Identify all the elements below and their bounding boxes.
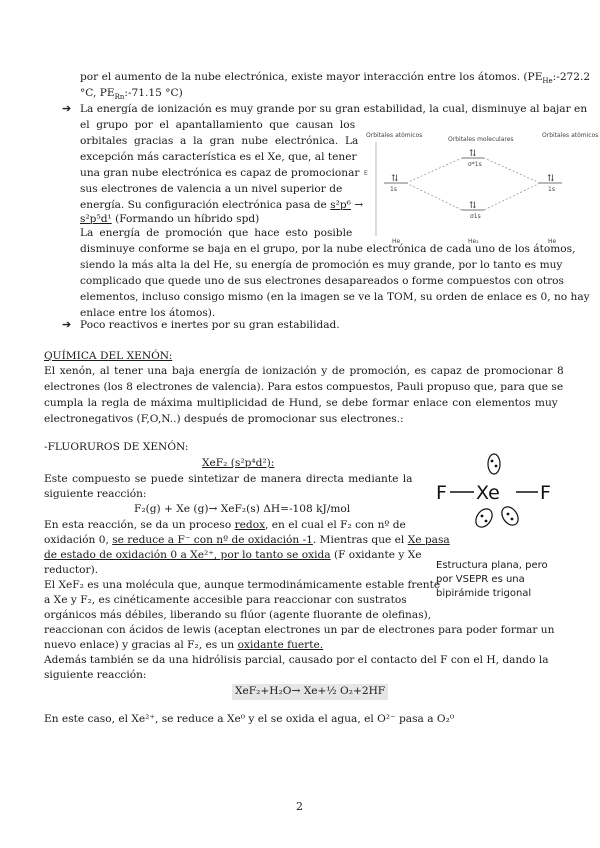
fluoruros-line: oxidación 0, se reduce a F⁻ con nº de oxidación -1. Mientras que el Xe pasa bbox=[44, 534, 450, 546]
structure-caption: por VSEPR es una bbox=[436, 574, 525, 585]
bullet1-line: elementos, incluso consigo mismo (en la imagen se ve la TOM, su orden de enlace es 0, no hay bbox=[80, 291, 590, 303]
intro-line-2: °C, $PE_{Rn}:-71.15$ °C) bbox=[80, 87, 183, 102]
bullet1-line: orbitales gracias a la gran nube electrónica. La bbox=[80, 135, 359, 147]
lone-pair-dot bbox=[491, 460, 494, 463]
bullet1-line: el grupo por el apantallamiento que causan los bbox=[80, 119, 356, 131]
correlation-line bbox=[484, 158, 540, 183]
fluoruros-line: Este compuesto se puede sintetizar de manera directa mediante la bbox=[44, 473, 413, 485]
structure-caption: bipirámide trigonal bbox=[436, 588, 532, 599]
mo-right-title: Orbitales atómicos bbox=[542, 132, 599, 139]
mo-left-title: Orbitales atómicos bbox=[366, 132, 423, 139]
correlation-line bbox=[406, 183, 462, 210]
fluoruros-line: En esta reacción, se da un proceso redox, en el cual el F₂ con nº de bbox=[44, 519, 406, 531]
lone-pair-lobe bbox=[473, 506, 496, 530]
fluoruros-line: Además también se da una hidrólisis parcial, causado por el contacto del F con el H, dando la bbox=[44, 654, 549, 666]
mo-energy-label: E bbox=[364, 170, 368, 177]
fluoruros-line: reaccionan con ácidos de lewis (aceptan electrones un par de electrones para poder formar un bbox=[44, 624, 555, 636]
mo-right-level: 1s bbox=[548, 186, 555, 193]
section-paragraph-line: electronegativos (F,O,N..) después de promocionar sus electrones.: bbox=[44, 413, 404, 425]
fluoruros-heading: -FLUORUROS DE XENÓN: bbox=[44, 441, 189, 453]
left-fluorine: F bbox=[436, 482, 447, 504]
fluoruros-line: El XeF₂ es una molécula que, aunque termodinámicamente estable frente bbox=[44, 579, 441, 591]
bullet1-line: una gran nube electrónica es capaz de promocionar bbox=[80, 167, 360, 179]
right-fluorine: F bbox=[540, 482, 551, 504]
xef2-formula: XeF₂ (s²p⁴d²): bbox=[202, 457, 275, 469]
bullet-arrow-icon: ➔ bbox=[62, 102, 72, 115]
lone-pair-dot bbox=[507, 513, 510, 516]
mo-bonding-label: σ1s bbox=[470, 213, 481, 220]
fluoruros-final-line: En este caso, el Xe²⁺, se reduce a Xe⁰ y el se oxida el agua, el O²⁻ pasa a O₂⁰ bbox=[44, 713, 455, 725]
fluoruros-line: reductor). bbox=[44, 564, 99, 576]
correlation-line bbox=[406, 158, 462, 183]
mo-center-title: Orbitales moleculares bbox=[448, 136, 514, 143]
bullet1-line: disminuye conforme se baja en el grupo, por la nube electrónica de cada uno de los átomos, bbox=[80, 243, 576, 255]
lone-pair-dot bbox=[495, 465, 498, 468]
fluoruros-line: orgánicos más débiles, liberando su flúor (agente fluorante de olefinas), bbox=[44, 609, 432, 621]
lone-pair-lobe bbox=[488, 454, 500, 474]
hydrolysis-reaction: XeF₂+H₂O→ Xe+½ O₂+2HF bbox=[232, 684, 388, 700]
synthesis-reaction: F₂(g) + Xe (g)→ XeF₂(s) ΔH=-108 kJ/mol bbox=[134, 503, 351, 515]
mo-right-atom: He bbox=[548, 238, 557, 245]
section-paragraph-line: El xenón, al tener una baja energía de ionización y de promoción, es capaz de promocionar 8 bbox=[44, 365, 564, 377]
bullet-arrow-icon: ➔ bbox=[62, 318, 72, 331]
fluoruros-line: de estado de oxidación 0 a Xe²⁺, por lo tanto se oxida (F oxidante y Xe bbox=[44, 549, 422, 561]
section-paragraph-line: electrones (los 8 electrones de valencia). Para estos compuestos, Pauli propuso que, para que se bbox=[44, 381, 564, 393]
page-number: 2 bbox=[296, 800, 303, 813]
lone-pair-dot bbox=[485, 520, 488, 523]
bullet1-line: complicado que quede uno de sus electrones desapareados o forme compuestos con otros bbox=[80, 275, 564, 287]
electron-pair-icon: ⇅ bbox=[469, 149, 477, 159]
bullet1-line: s²p⁵d¹ (Formando un híbrido spd) bbox=[80, 213, 260, 225]
fluoruros-line: nuevo enlace) y gracias al F₂, es un oxidante fuerte. bbox=[44, 639, 324, 651]
mo-left-level: 1s bbox=[390, 186, 397, 193]
xef2-structure bbox=[432, 452, 562, 544]
lone-pair-lobe bbox=[499, 504, 522, 528]
xef2-structure-drawing bbox=[432, 452, 562, 544]
structure-caption: Estructura plana, pero bbox=[436, 560, 548, 571]
bullet1-line: enlace entre los átomos). bbox=[80, 307, 216, 319]
bullet1-line: sus electrones de valencia a un nivel superior de bbox=[80, 183, 343, 195]
bullet1-line: La energía de ionización es muy grande por su gran estabilidad, la cual, disminuye al bajar en bbox=[80, 103, 588, 115]
electron-pair-icon: ⇅ bbox=[547, 174, 555, 184]
electron-pair-icon: ⇅ bbox=[469, 201, 477, 211]
intro-line-1: por el aumento de la nube electrónica, existe mayor interacción entre los átomos. ($PE_{He}:-272.2$ bbox=[80, 71, 591, 86]
mo-left-atom: He bbox=[392, 238, 401, 245]
fluoruros-line: a Xe y F₂, es cinéticamente accesible para reaccionar con sustratos bbox=[44, 594, 407, 606]
correlation-line bbox=[484, 183, 540, 210]
fluoruros-line: siguiente reacción: bbox=[44, 488, 147, 500]
bullet1-line: La energía de promoción que hace esto posible bbox=[80, 227, 353, 239]
lone-pair-dot bbox=[481, 515, 484, 518]
bullet1-line: excepción más característica es el Xe, que, al tener bbox=[80, 151, 357, 163]
mo-antibonding-label: σ*1s bbox=[468, 161, 482, 168]
fluoruros-line: siguiente reacción: bbox=[44, 669, 147, 681]
bullet1-line: energía. Su configuración electrónica pasa de s²p⁶ → bbox=[80, 199, 364, 211]
lone-pair-dot bbox=[511, 518, 514, 521]
section-title: QUÍMICA DEL XENÓN: bbox=[44, 350, 173, 362]
bullet1-line: siendo la más alta la del He, su energía de promoción es muy grande, por lo tanto es muy bbox=[80, 259, 563, 271]
mo-center-molecule: He₂ bbox=[468, 238, 479, 245]
xenon-atom: Xe bbox=[476, 482, 500, 504]
bullet2-text: Poco reactivos e inertes por su gran estabilidad. bbox=[80, 319, 340, 331]
section-paragraph-line: cumpla la regla de máxima multiplicidad de Hund, se debe formar enlace con elementos muy bbox=[44, 397, 558, 409]
mo-diagram bbox=[362, 128, 599, 246]
electron-pair-icon: ⇅ bbox=[391, 174, 399, 184]
